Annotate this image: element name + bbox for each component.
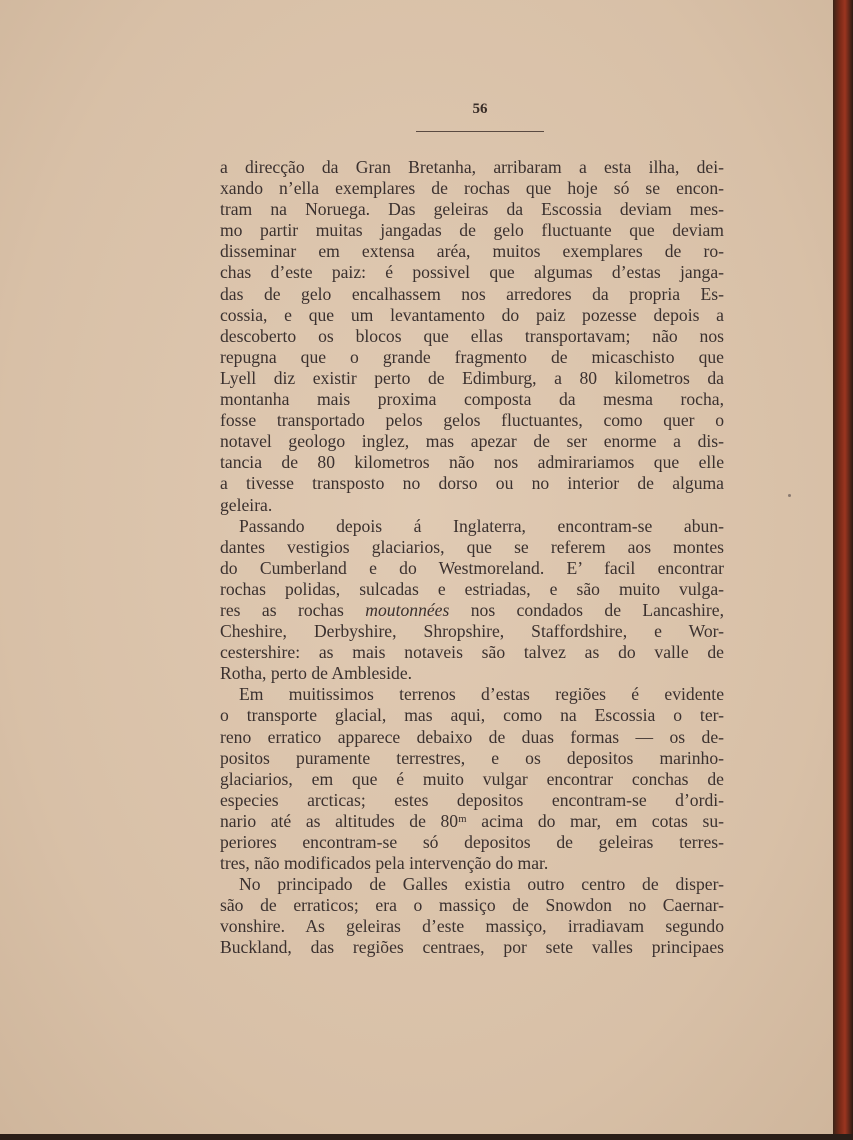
text-line: Cheshire, Derbyshire, Shropshire, Staffordshire, e Wor- <box>220 621 724 642</box>
text-line: positos puramente terrestres, e os depositos marinho- <box>220 747 724 768</box>
text-line: o transporte glacial, mas aqui, como na Escossia o ter- <box>220 705 724 726</box>
text-line: cossia, e que um levantamento do paiz pozesse depois a <box>220 304 724 325</box>
page-number: 56 <box>472 101 488 117</box>
text-line: descoberto os blocos que ellas transportavam; não nos <box>220 325 724 346</box>
text-line: especies arcticas; estes depositos encontram-se d’ordi- <box>220 789 724 810</box>
header-rule <box>416 131 544 132</box>
text-line: cestershire: as mais notaveis são talvez as do valle de <box>220 642 724 663</box>
text-line: notavel geologo inglez, mas apezar de ser enorme a dis- <box>220 431 724 452</box>
text-line: montanha mais proxima composta da mesma rocha, <box>220 389 724 410</box>
text-line: Buckland, das regiões centraes, por sete valles principaes <box>220 937 724 958</box>
body-text <box>220 157 724 959</box>
text-line: dantes vestigios glaciarios, que se referem aos montes <box>220 536 724 557</box>
text-line: res as rochas moutonnées nos condados de Lancashire, <box>220 599 724 620</box>
page-bottom-edge <box>0 1134 853 1140</box>
text-line: vonshire. As geleiras d’este massiço, irradiavam segundo <box>220 916 724 937</box>
text-line: chas d’este paiz: é possivel que algumas d’estas janga- <box>220 262 724 283</box>
text-line: tram na Noruega. Das geleiras da Escossia deviam mes- <box>220 199 724 220</box>
text-line: glaciarios, em que é muito vulgar encontrar conchas de <box>220 768 724 789</box>
text-line: mo partir muitas jangadas de gelo fluctuante que deviam <box>220 220 724 241</box>
text-line: Lyell diz existir perto de Edimburg, a 80 kilometros da <box>220 367 724 388</box>
text-line: das de gelo encalhassem nos arredores da propria Es- <box>220 283 724 304</box>
text-line: repugna que o grande fragmento de micaschisto que <box>220 346 724 367</box>
text-line: nario até as altitudes de 80ᵐ acima do mar, em cotas su- <box>220 810 724 831</box>
italic-term: moutonnées <box>365 599 450 620</box>
book-cover-edge <box>833 0 853 1140</box>
text-line: fosse transportado pelos gelos fluctuantes, como quer o <box>220 410 724 431</box>
text-line: rochas polidas, sulcadas e estriadas, e são muito vulga- <box>220 578 724 599</box>
text-line: disseminar em extensa aréa, muitos exemplares de ro- <box>220 241 724 262</box>
text-line: tres, não modificados pela intervenção do mar. <box>220 853 549 874</box>
text-line: xando n’ella exemplares de rochas que hoje só se encon- <box>220 178 724 199</box>
paper-speck <box>788 494 791 497</box>
text-line: reno erratico apparece debaixo de duas formas — os de- <box>220 726 724 747</box>
text-line: Rotha, perto de Ambleside. <box>220 663 413 684</box>
text-line: tancia de 80 kilometros não nos admirariamos que elle <box>220 452 724 473</box>
text-line: geleira. <box>220 494 273 515</box>
text-line: do Cumberland e do Westmoreland. E’ facil encontrar <box>220 557 724 578</box>
text-line: periores encontram-se só depositos de geleiras terres- <box>220 832 724 852</box>
text-line: Passando depois á Inglaterra, encontram-se abun- <box>239 515 724 536</box>
text-line: a direcção da Gran Bretanha, arribaram a esta ilha, dei- <box>220 157 724 177</box>
text-line: Em muitissimos terrenos d’estas regiões é evidente <box>239 684 724 705</box>
text-line: a tivesse transposto no dorso ou no interior de alguma <box>220 473 724 494</box>
text-line: No principado de Galles existia outro centro de disper- <box>239 874 724 895</box>
text-line: são de erraticos; era o massiço de Snowdon no Caernar- <box>220 895 724 916</box>
